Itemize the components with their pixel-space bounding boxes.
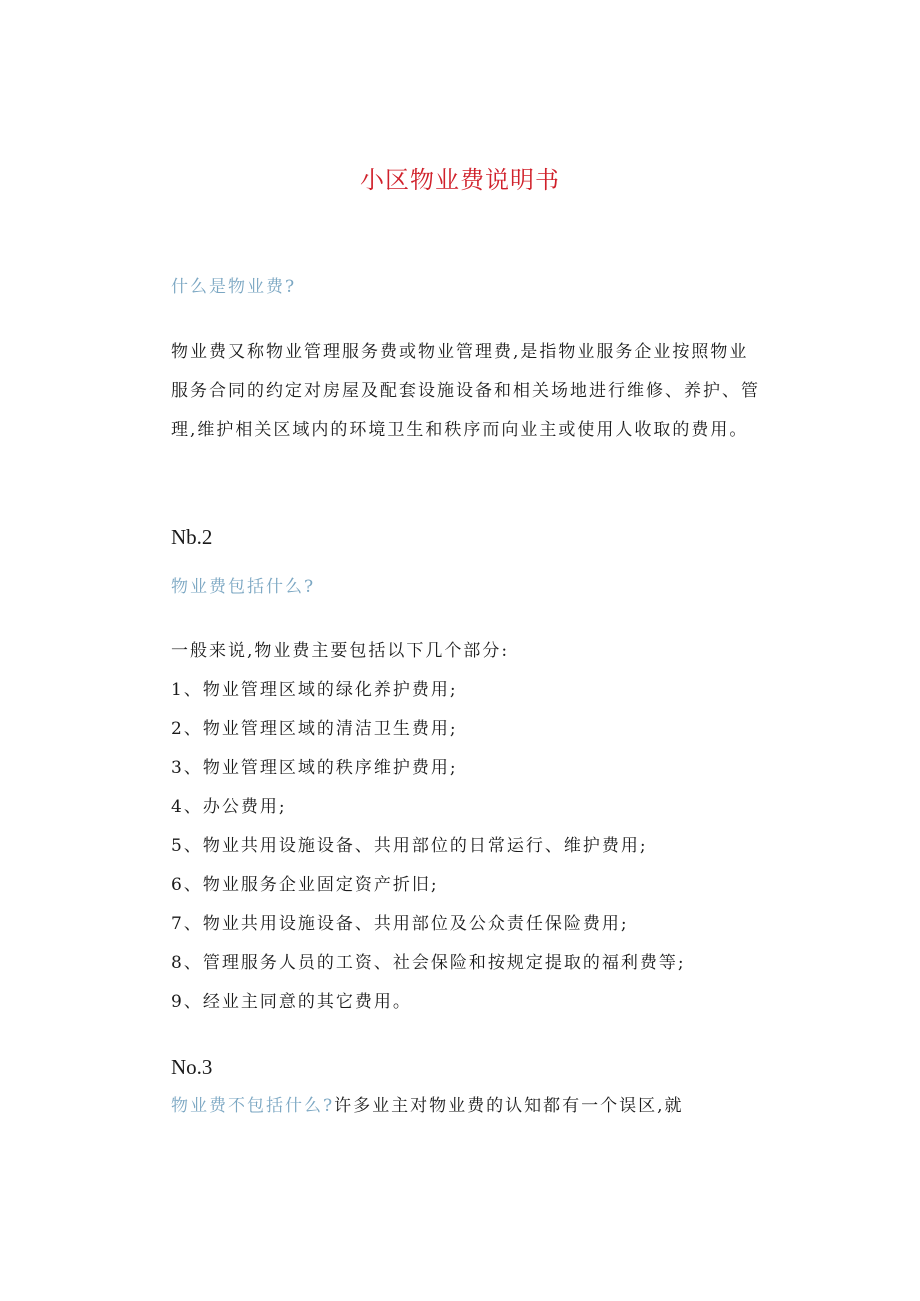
list-item: 7、物业共用设施设备、共用部位及公众责任保险费用;: [171, 914, 629, 934]
fee-items-list: [171, 671, 771, 1022]
section2-list-block: [171, 632, 771, 1022]
section1-paragraph: 物业费又称物业管理服务费或物业管理费,是指物业服务企业按照物业服务合同的约定对房屋及配套设施设备和相关场地进行维修、养护、管理,维护相关区域内的环境卫生和秩序而向业主或使用人收取的费用。: [171, 342, 760, 440]
list-item: 6、物业服务企业固定资产折旧;: [171, 875, 439, 895]
section3-number: No.3: [171, 1055, 213, 1079]
document-title: 小区物业费说明书: [360, 166, 560, 194]
list-item: 5、物业共用设施设备、共用部位的日常运行、维护费用;: [171, 836, 648, 856]
section2-question: 物业费包括什么?: [171, 577, 316, 597]
section3-question: 物业费不包括什么?: [171, 1096, 335, 1116]
section2-intro: 一般来说,物业费主要包括以下几个部分:: [171, 641, 510, 661]
list-item: 9、经业主同意的其它费用。: [171, 992, 412, 1012]
section2-number: Nb.2: [171, 525, 213, 549]
list-item: 1、物业管理区域的绿化养护费用;: [171, 680, 458, 700]
list-item: 4、办公费用;: [171, 797, 287, 817]
section3-text: 许多业主对物业费的认知都有一个误区,就: [334, 1096, 684, 1116]
section1-question: 什么是物业费?: [171, 277, 297, 297]
section3-line: [171, 1090, 771, 1122]
list-item: 2、物业管理区域的清洁卫生费用;: [171, 719, 458, 739]
list-item: 8、管理服务人员的工资、社会保险和按规定提取的福利费等;: [171, 953, 686, 973]
list-item: 3、物业管理区域的秩序维护费用;: [171, 758, 458, 778]
